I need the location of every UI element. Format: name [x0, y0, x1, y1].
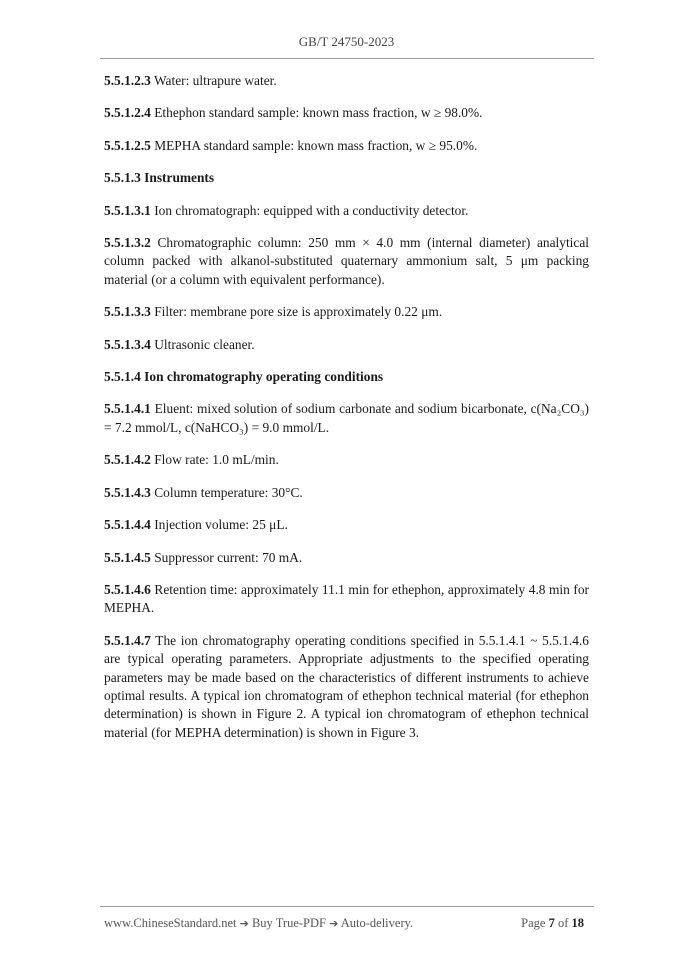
of-label: of	[557, 916, 569, 930]
clause-number: 5.5.1.4.3	[104, 484, 151, 500]
header-divider	[100, 58, 594, 59]
clause-text: Eluent: mixed solution of sodium carbonate and sodium bicarbonate, c(Na₂CO₃) = 7.2 mmol/L, c(NaHCO₃) = 9.0 mmol/L.	[104, 401, 589, 435]
footer-divider	[100, 906, 594, 907]
clause-text: Injection volume: 25 μL.	[150, 517, 288, 533]
paragraph-typical-parameters	[104, 632, 589, 742]
paragraph-ultrasonic	[104, 336, 589, 354]
clause-number: 5.5.1.2.3	[104, 73, 151, 88]
clause-text: Ion chromatograph: equipped with a conductivity detector.	[150, 202, 469, 218]
clause-text: Column temperature: 30°C.	[150, 484, 303, 500]
clause-number: 5.5.1.4.7	[104, 632, 151, 648]
paragraph-column	[104, 234, 589, 289]
clause-text: Filter: membrane pore size is approximately 0.22 μm.	[150, 304, 443, 320]
page-number: 7	[548, 916, 555, 930]
buy-link[interactable]: Buy True-PDF	[251, 916, 326, 930]
section-heading-instruments	[104, 169, 589, 187]
clause-text: Ethephon standard sample: known mass fraction, w ≥ 98.0%.	[150, 105, 483, 121]
clause-text: MEPHA standard sample: known mass fraction, w ≥ 95.0%.	[150, 137, 478, 153]
paragraph-ion-chromatograph	[104, 202, 589, 220]
section-heading-operating-conditions	[104, 368, 589, 386]
paragraph-water	[104, 72, 589, 90]
clause-number: 5.5.1.4.1	[104, 401, 151, 417]
clause-heading: 5.5.1.3 Instruments	[104, 170, 215, 186]
page-indicator	[521, 916, 584, 931]
paragraph-eluent	[104, 400, 589, 437]
paragraph-filter	[104, 303, 589, 321]
clause-text: Chromatographic column: 250 mm × 4.0 mm (internal diameter) analytical column packed with alkanol-substituted quaternary ammonium salt, 5 μm packing material (or a column with equivalent performance).	[104, 235, 589, 287]
page-header: GB/T 24750-2023	[298, 34, 395, 49]
clause-number: 5.5.1.4.4	[104, 517, 151, 533]
paragraph-flow-rate	[104, 451, 589, 469]
clause-number: 5.5.1.3.1	[104, 202, 151, 218]
footer-links	[104, 916, 413, 931]
clause-number: 5.5.1.4.2	[104, 452, 151, 468]
arrow-right-icon: ➔	[329, 917, 339, 930]
paragraph-mepha-standard	[104, 137, 589, 155]
paragraph-injection-volume	[104, 516, 589, 534]
clause-heading: 5.5.1.4 Ion chromatography operating conditions	[104, 369, 384, 385]
clause-text: Water: ultrapure water.	[150, 73, 277, 88]
paragraph-retention-time	[104, 581, 589, 618]
clause-number: 5.5.1.3.2	[104, 235, 151, 251]
clause-text: Suppressor current: 70 mA.	[150, 549, 303, 565]
clause-number: 5.5.1.2.4	[104, 105, 151, 121]
clause-number: 5.5.1.3.4	[104, 336, 151, 352]
clause-text: The ion chromatography operating conditions specified in 5.5.1.4.1 ~ 5.5.1.4.6 are typical operating parameters. Appropriate adjustments to the specified operating parameters may be made based on the characteristics of different instruments to achieve optimal results. A typical ion chromatogram of ethephon technical material (for ethephon determination) is shown in Figure 2. A typical ion chromatogram of ethephon technical material (for MEPHA determination) is shown in Figure 3.	[104, 632, 589, 740]
paragraph-column-temperature	[104, 484, 589, 502]
page-total: 18	[571, 916, 584, 930]
clause-text: Ultrasonic cleaner.	[150, 336, 255, 352]
delivery-text: Auto-delivery.	[340, 916, 414, 930]
clause-number: 5.5.1.3.3	[104, 304, 151, 320]
clause-number: 5.5.1.4.5	[104, 549, 151, 565]
site-link[interactable]: www.ChineseStandard.net	[104, 916, 237, 930]
page-label: Page	[521, 916, 546, 930]
clause-text: Retention time: approximately 11.1 min for ethephon, approximately 4.8 min for MEPHA.	[104, 581, 589, 616]
paragraph-suppressor-current	[104, 549, 589, 567]
document-body	[104, 72, 589, 756]
clause-number: 5.5.1.4.6	[104, 581, 151, 597]
paragraph-ethephon-standard	[104, 104, 589, 122]
clause-number: 5.5.1.2.5	[104, 137, 151, 153]
arrow-right-icon: ➔	[239, 917, 249, 930]
clause-text: Flow rate: 1.0 mL/min.	[150, 452, 279, 468]
